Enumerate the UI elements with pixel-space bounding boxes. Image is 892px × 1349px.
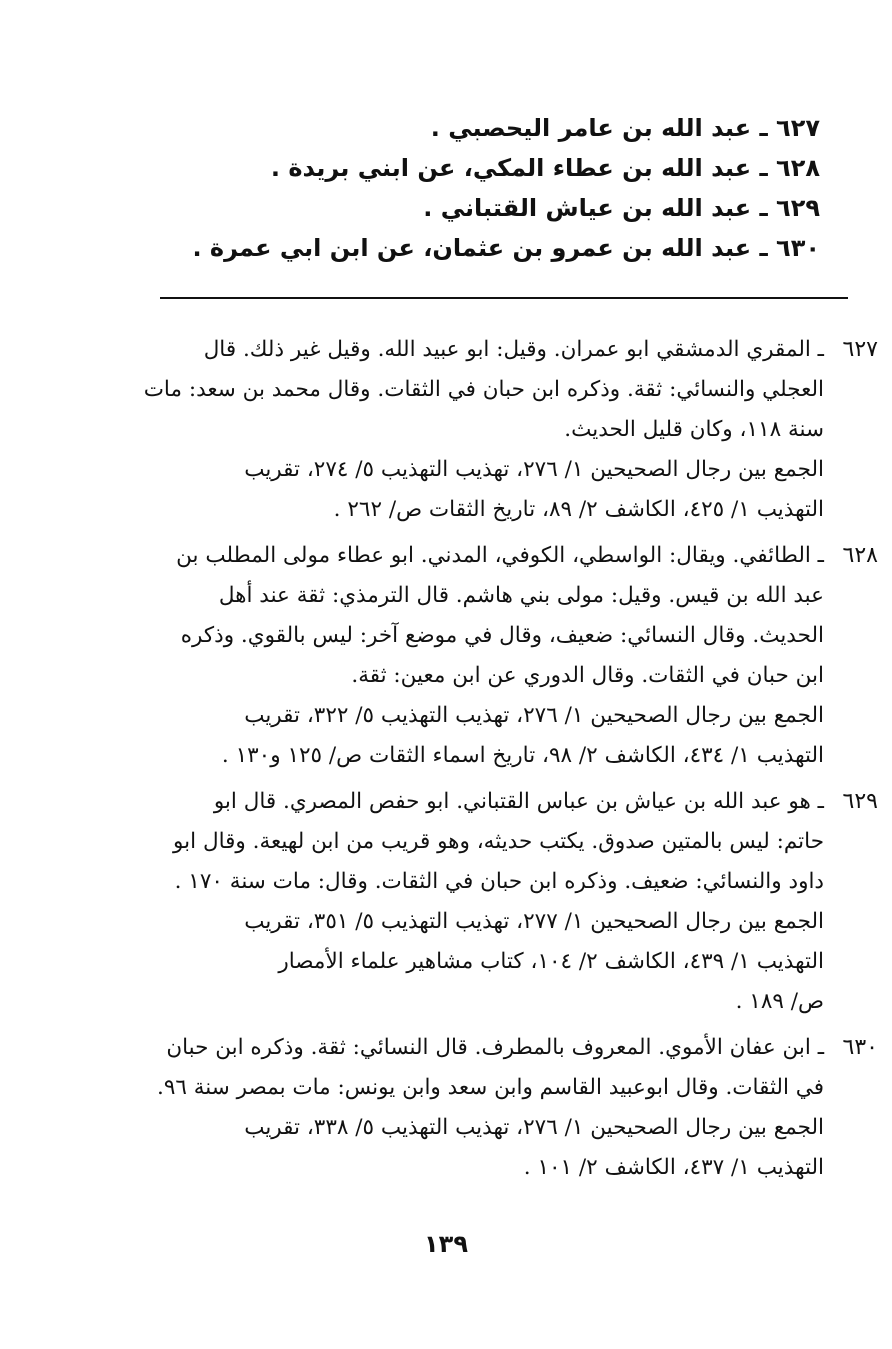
footnote-line: داود والنسائي: ضعيف. وذكره ابن حبان في الثقات. وقال: مات سنة ١٧٠ .: [174, 869, 824, 894]
footnote-line: الجمع بين رجال الصحيحين ١/ ٢٧٦، تهذيب التهذيب ٥/ ٢٧٤، تقريب: [244, 457, 824, 482]
entry-headings: [192, 108, 820, 268]
footnotes: [142, 330, 878, 1194]
footnote-line: العجلي والنسائي: ثقة. وذكره ابن حبان في الثقات. وقال محمد بن سعد: مات: [143, 377, 824, 402]
entry-heading: ٦٣٠ ـ عبد الله بن عمرو بن عثمان، عن ابن ابي عمرة .: [192, 234, 820, 262]
footnote-line: سنة ١١٨، وكان قليل الحديث.: [564, 417, 824, 442]
footnote-number: ٦٢٧: [842, 337, 878, 362]
footnote-line: الجمع بين رجال الصحيحين ١/ ٢٧٧، تهذيب التهذيب ٥/ ٣٥١، تقريب: [244, 909, 824, 934]
footnote-line: التهذيب ١/ ٤٢٥، الكاشف ٢/ ٨٩، تاريخ الثقات ص/ ٢٦٢ .: [333, 497, 824, 522]
footnote-line: ـ المقري الدمشقي ابو عمران. وقيل: ابو عبيد الله. وقيل غير ذلك. قال: [203, 337, 824, 362]
footnote: [142, 330, 878, 530]
footnote-line: عبد الله بن قيس. وقيل: مولى بني هاشم. قال الترمذي: ثقة عند أهل: [218, 583, 824, 608]
footnote-number: ٦٢٩: [842, 789, 878, 814]
footnote-line: حاتم: ليس بالمتين صدوق. يكتب حديثه، وهو قريب من ابن لهيعة. وقال ابو: [173, 829, 824, 854]
footnote-line: ـ ابن عفان الأموي. المعروف بالمطرف. قال النسائي: ثقة. وذكره ابن حبان: [166, 1035, 824, 1060]
footnote: [142, 536, 878, 776]
footnote-line: التهذيب ١/ ٤٣٤، الكاشف ٢/ ٩٨، تاريخ اسماء الثقات ص/ ١٢٥ و١٣٠ .: [221, 743, 824, 768]
entry-heading: ٦٢٨ ـ عبد الله بن عطاء المكي، عن ابني بريدة .: [270, 154, 820, 182]
footnote-line: الجمع بين رجال الصحيحين ١/ ٢٧٦، تهذيب التهذيب ٥/ ٣٢٢، تقريب: [244, 703, 824, 728]
footnote-line: ـ الطائفي. ويقال: الواسطي، الكوفي، المدني. ابو عطاء مولى المطلب بن: [176, 543, 824, 568]
footnote-line: التهذيب ١/ ٤٣٧، الكاشف ٢/ ١٠١ .: [523, 1155, 824, 1180]
footnote-line: الحديث. وقال النسائي: ضعيف، وقال في موضع آخر: ليس بالقوي. وذكره: [180, 623, 824, 648]
page-number: ١٣٩: [424, 1230, 468, 1258]
footnote-separator: [160, 297, 848, 299]
footnote-number: ٦٣٠: [842, 1035, 878, 1060]
footnote-number: ٦٢٨: [842, 543, 878, 568]
footnote-line: ص/ ١٨٩ .: [735, 989, 824, 1014]
entry-heading: ٦٢٧ ـ عبد الله بن عامر اليحصبي .: [430, 114, 820, 142]
footnote-line: الجمع بين رجال الصحيحين ١/ ٢٧٦، تهذيب التهذيب ٥/ ٣٣٨، تقريب: [244, 1115, 824, 1140]
entry-heading: ٦٢٩ ـ عبد الله بن عياش القتباني .: [423, 194, 820, 222]
footnote: [142, 782, 878, 1022]
footnote-line: التهذيب ١/ ٤٣٩، الكاشف ٢/ ١٠٤، كتاب مشاهير علماء الأمصار: [278, 949, 824, 974]
footnote-line: ابن حبان في الثقات. وقال الدوري عن ابن معين: ثقة.: [351, 663, 824, 688]
footnote: [142, 1028, 878, 1188]
footnote-line: ـ هو عبد الله بن عياش بن عباس القتباني. ابو حفص المصري. قال ابو: [213, 789, 824, 814]
footnote-line: في الثقات. وقال ابوعبيد القاسم وابن سعد وابن يونس: مات بمصر سنة ٩٦.: [156, 1075, 824, 1100]
